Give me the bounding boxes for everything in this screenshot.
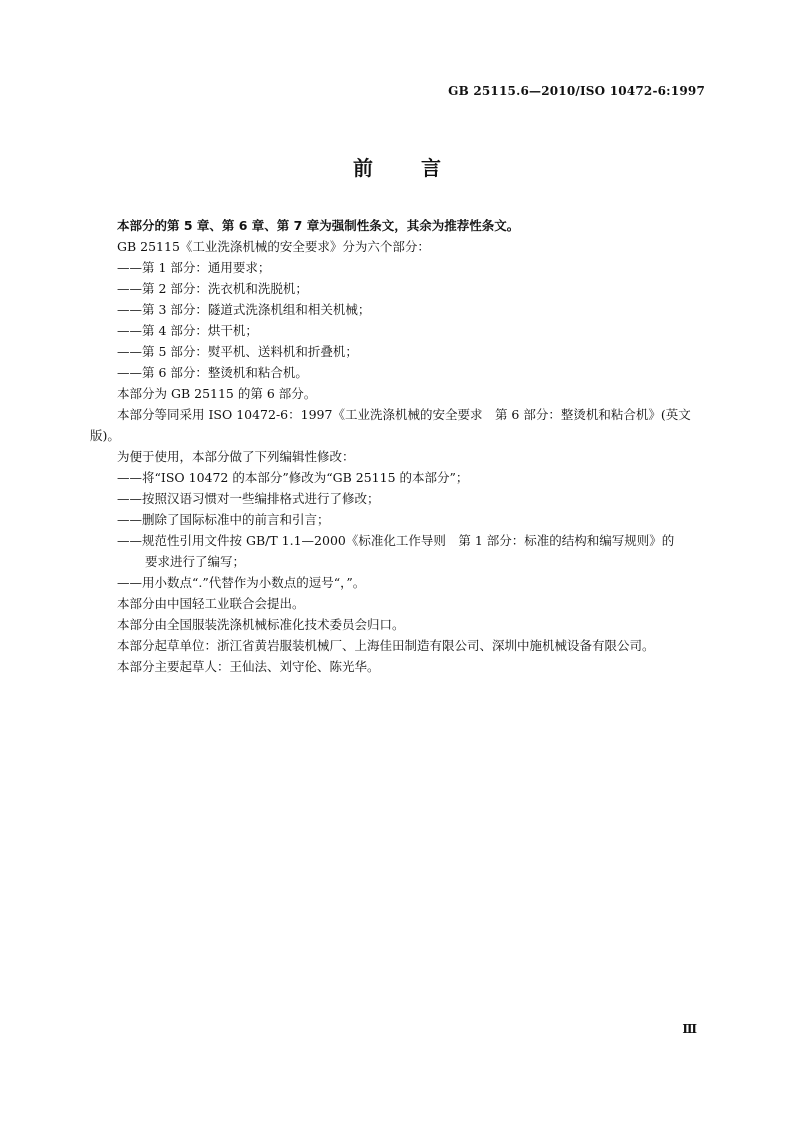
list-item: ——第 5 部分：熨平机、送料机和折叠机； bbox=[117, 344, 358, 359]
paragraph-drafting-units: 本部分起草单位：浙江省黄岩服装机械厂、上海佳田制造有限公司、深圳中施机械设备有限公司。 bbox=[117, 638, 655, 653]
list-item: ——规范性引用文件按 GB/T 1.1—2000《标准化工作导则 第 1 部分：标准的结构和编写规则》的 bbox=[117, 533, 675, 548]
paragraph-proposer: 本部分由中国轻工业联合会提出。 bbox=[117, 596, 305, 611]
page-title bbox=[0, 152, 794, 181]
paragraph-parts-intro: GB 25115《工业洗涤机械的安全要求》分为六个部分： bbox=[117, 239, 430, 254]
list-item: ——第 1 部分：通用要求； bbox=[117, 260, 271, 275]
list-item: ——第 3 部分：隧道式洗涤机组和相关机械； bbox=[117, 302, 371, 317]
paragraph-drafters: 本部分主要起草人：王仙法、刘守伦、陈光华。 bbox=[117, 659, 380, 674]
list-item: ——删除了国际标准中的前言和引言； bbox=[117, 512, 330, 527]
paragraph-adoption-line2: 版)。 bbox=[90, 428, 120, 443]
list-item: ——按照汉语习惯对一些编排格式进行了修改； bbox=[117, 491, 380, 506]
paragraph-adoption-line1: 本部分等同采用 ISO 10472-6：1997《工业洗涤机械的安全要求 第 6 部分：整烫机和粘合机》(英文 bbox=[117, 407, 691, 422]
list-item: ——第 4 部分：烘干机； bbox=[117, 323, 258, 338]
list-item: ——第 6 部分：整烫机和粘合机。 bbox=[117, 365, 308, 380]
page-number: Ⅲ bbox=[682, 1022, 697, 1036]
paragraph-committee: 本部分由全国服装洗涤机械标准化技术委员会归口。 bbox=[117, 617, 405, 632]
list-item: ——第 2 部分：洗衣机和洗脱机； bbox=[117, 281, 308, 296]
list-item: ——将“ISO 10472 的本部分”修改为“GB 25115 的本部分”； bbox=[117, 470, 469, 485]
title-char-right: 言 bbox=[421, 156, 441, 180]
paragraph-mandatory-clauses: 本部分的第 5 章、第 6 章、第 7 章为强制性条文，其余为推荐性条文。 bbox=[117, 218, 520, 233]
list-item-continuation: 要求进行了编写； bbox=[145, 554, 246, 569]
list-item: ——用小数点“.”代替作为小数点的逗号“，”。 bbox=[117, 575, 366, 590]
document-body bbox=[90, 215, 707, 677]
standard-code-header: GB 25115.6—2010/ISO 10472-6:1997 bbox=[448, 84, 705, 98]
paragraph-edits-intro: 为便于使用，本部分做了下列编辑性修改： bbox=[117, 449, 355, 464]
title-char-left: 前 bbox=[353, 156, 373, 180]
paragraph-this-part: 本部分为 GB 25115 的第 6 部分。 bbox=[117, 386, 317, 401]
